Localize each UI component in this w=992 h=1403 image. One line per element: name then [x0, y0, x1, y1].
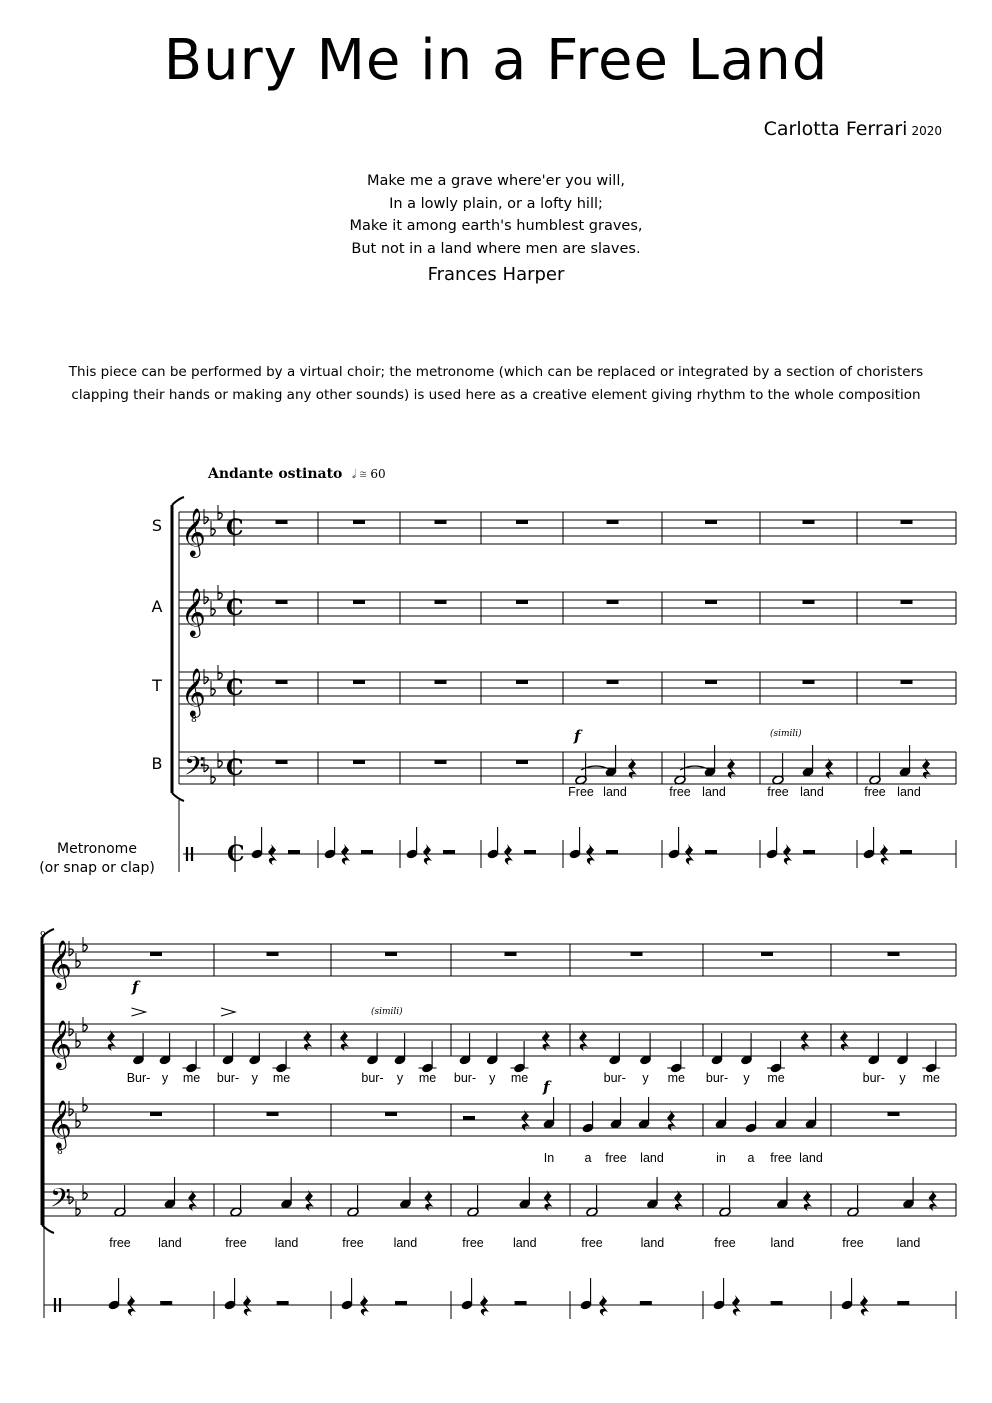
whole-rest: [705, 680, 717, 684]
lyric-syllable: me: [767, 1071, 785, 1085]
lyric-syllable: land: [702, 785, 726, 799]
lyric-syllable: land: [274, 1236, 299, 1250]
lyric-syllable: y: [161, 1071, 169, 1085]
whole-rest: [353, 600, 365, 604]
whole-rest: [435, 760, 447, 764]
lyric-syllable: Bur-: [126, 1071, 151, 1085]
treble-clef: 𝄞: [47, 939, 72, 988]
cut-time-signature: C: [226, 515, 244, 541]
treble-clef: 𝄞: [181, 587, 206, 636]
lyric-syllable: free: [864, 785, 886, 799]
lyric-syllable: land: [640, 1236, 665, 1250]
treble-clef: 𝄞: [181, 667, 206, 716]
flat-sign: [211, 689, 215, 696]
whole-rest: [435, 680, 447, 684]
whole-rest: [607, 680, 619, 684]
lyric-syllable: free: [714, 1236, 736, 1250]
half-rest: [443, 850, 455, 854]
octave-marking: 8: [191, 715, 197, 725]
half-rest: [606, 850, 618, 854]
voice-label-tenor: T: [152, 676, 162, 695]
half-rest: [288, 850, 300, 854]
half-rest: [524, 850, 536, 854]
half-rest: [900, 850, 912, 854]
bracket-hook: [172, 497, 184, 505]
flat-sign: [204, 765, 208, 772]
cut-time-signature: C: [226, 595, 244, 621]
lyric-syllable: In: [543, 1151, 555, 1165]
accent-mark: [221, 1008, 235, 1016]
lyric-syllable: land: [603, 785, 627, 799]
lyric-syllable: free: [669, 785, 691, 799]
half-rest: [463, 1116, 475, 1120]
whole-rest: [353, 760, 365, 764]
lyric-syllable: land: [799, 1151, 823, 1165]
whole-rest: [276, 760, 288, 764]
lyric-syllable: land: [640, 1151, 664, 1165]
lyric-syllable: in: [716, 1151, 726, 1165]
measure-number: 9: [40, 931, 46, 941]
whole-rest: [631, 952, 643, 956]
metronome-label: Metronome (or snap or clap): [39, 841, 155, 876]
lyric-syllable: land: [393, 1236, 418, 1250]
flat-sign: [218, 673, 222, 680]
whole-rest: [901, 520, 913, 524]
lyric-syllable: bur-: [361, 1071, 384, 1085]
cut-time-signature: C: [227, 841, 245, 867]
lyric-syllable: Free: [568, 785, 594, 799]
lyric-syllable: me: [182, 1071, 201, 1085]
lyric-syllable: free: [767, 785, 789, 799]
lyric-syllable: land: [512, 1236, 537, 1250]
flat-sign: [218, 593, 222, 600]
lyric-syllable: land: [897, 785, 921, 799]
poem-line: But not in a land where men are slaves.: [351, 240, 641, 257]
whole-rest: [267, 1112, 279, 1116]
lyric-syllable: y: [743, 1071, 750, 1085]
half-rest: [897, 1301, 909, 1305]
whole-rest: [761, 952, 773, 956]
whole-rest: [276, 600, 288, 604]
half-rest: [771, 1301, 783, 1305]
accent-mark: [132, 1008, 146, 1016]
whole-rest: [353, 520, 365, 524]
whole-rest: [150, 1112, 162, 1116]
lyric-syllable: free: [462, 1236, 484, 1250]
flat-sign: [83, 1105, 87, 1112]
lyric-syllable: land: [770, 1236, 795, 1250]
bass-clef: 𝄢: [50, 1182, 71, 1220]
half-rest: [705, 850, 717, 854]
lyric-syllable: me: [510, 1071, 529, 1085]
whole-rest: [505, 952, 517, 956]
poet-name: Frances Harper: [427, 264, 565, 285]
voice-label-soprano: S: [151, 516, 163, 535]
dynamic-marking: f: [132, 978, 139, 996]
lyric-syllable: y: [251, 1071, 258, 1085]
voice-label-alto: A: [151, 597, 163, 616]
flat-sign: [211, 777, 215, 784]
poem-line: Make it among earth's humblest graves,: [349, 218, 643, 234]
flat-sign: [218, 513, 222, 520]
whole-rest: [607, 600, 619, 604]
lyric-syllable: free: [842, 1236, 864, 1250]
flat-sign: [218, 761, 222, 768]
performance-note: This piece can be performed by a virtual choir; the metronome (which can be replaced or integrated by a section of choristers clapping their hands or making any other sounds) is used here as a creative element giving rhythm to the whole composition: [68, 364, 924, 403]
cut-time-signature: C: [226, 755, 244, 781]
lyric-syllable: free: [605, 1151, 627, 1165]
lyric-syllable: a: [584, 1151, 592, 1165]
poem-line: Make me a grave where'er you will,: [367, 173, 625, 189]
whole-rest: [888, 1112, 900, 1116]
lyric-syllable: y: [489, 1071, 496, 1085]
lyric-syllable: land: [158, 1236, 182, 1250]
whole-rest: [276, 520, 288, 524]
lyric-syllable: y: [642, 1071, 649, 1085]
whole-rest: [385, 952, 397, 956]
flat-sign: [83, 1193, 87, 1200]
poem-line: In a lowly plain, or a lofty hill;: [389, 195, 603, 212]
whole-rest: [803, 600, 815, 604]
simili-marking: (simili): [371, 1007, 403, 1017]
flat-sign: [83, 945, 87, 952]
bracket-hook: [172, 793, 184, 801]
lyric-syllable: me: [922, 1071, 940, 1085]
lyric-syllable: bur-: [705, 1071, 729, 1085]
flat-sign: [76, 1121, 80, 1128]
lyric-syllable: free: [342, 1236, 364, 1250]
whole-rest: [705, 600, 717, 604]
page-title: Bury Me in a Free Land: [163, 28, 829, 93]
octave-marking: 8: [57, 1147, 63, 1157]
half-rest: [160, 1301, 172, 1305]
whole-rest: [607, 520, 619, 524]
lyric-syllable: bur-: [453, 1071, 477, 1085]
treble-clef: 𝄞: [47, 1099, 72, 1148]
half-rest: [515, 1301, 527, 1305]
lyric-syllable: me: [272, 1071, 291, 1085]
flat-sign: [76, 1041, 80, 1048]
whole-rest: [516, 520, 528, 524]
flat-sign: [211, 609, 215, 616]
lyric-syllable: me: [418, 1071, 437, 1085]
whole-rest: [516, 600, 528, 604]
flat-sign: [83, 1025, 87, 1032]
lyric-syllable: y: [899, 1071, 906, 1085]
whole-rest: [435, 520, 447, 524]
flat-sign: [76, 961, 80, 968]
half-rest: [395, 1301, 407, 1305]
whole-rest: [901, 680, 913, 684]
treble-clef: 𝄞: [181, 507, 206, 556]
half-rest: [277, 1301, 289, 1305]
lyric-syllable: free: [225, 1236, 247, 1250]
whole-rest: [803, 680, 815, 684]
whole-rest: [516, 680, 528, 684]
whole-rest: [353, 680, 365, 684]
lyric-syllable: land: [800, 785, 824, 799]
lyric-syllable: free: [770, 1151, 792, 1165]
whole-rest: [516, 760, 528, 764]
whole-rest: [901, 600, 913, 604]
composer-credit: Carlotta Ferrari 2020: [763, 118, 942, 140]
lyric-syllable: land: [896, 1236, 921, 1250]
lyric-syllable: y: [396, 1071, 404, 1085]
whole-rest: [385, 1112, 397, 1116]
lyric-syllable: a: [747, 1151, 755, 1165]
cut-time-signature: C: [226, 675, 244, 701]
bass-clef: 𝄢: [184, 750, 205, 788]
whole-rest: [705, 520, 717, 524]
lyric-syllable: free: [109, 1236, 131, 1250]
whole-rest: [803, 520, 815, 524]
whole-rest: [435, 600, 447, 604]
lyric-syllable: free: [581, 1236, 603, 1250]
half-rest: [640, 1301, 652, 1305]
dynamic-marking: f: [543, 1078, 550, 1096]
lyric-syllable: me: [667, 1071, 685, 1085]
tempo-marking: Andante ostinato 𝅗𝅥 ≅ 60: [208, 466, 386, 482]
lyric-syllable: bur-: [862, 1071, 885, 1085]
voice-label-bass: B: [151, 754, 163, 773]
whole-rest: [888, 952, 900, 956]
whole-rest: [267, 952, 279, 956]
whole-rest: [276, 680, 288, 684]
half-rest: [803, 850, 815, 854]
half-rest: [361, 850, 373, 854]
treble-clef: 𝄞: [47, 1019, 72, 1068]
flat-sign: [211, 529, 215, 536]
simili-marking: (simili): [770, 729, 802, 739]
flat-sign: [76, 1209, 80, 1216]
dynamic-marking: f: [574, 727, 581, 745]
whole-rest: [150, 952, 162, 956]
lyric-syllable: bur-: [216, 1071, 240, 1085]
lyric-syllable: bur-: [603, 1071, 626, 1085]
